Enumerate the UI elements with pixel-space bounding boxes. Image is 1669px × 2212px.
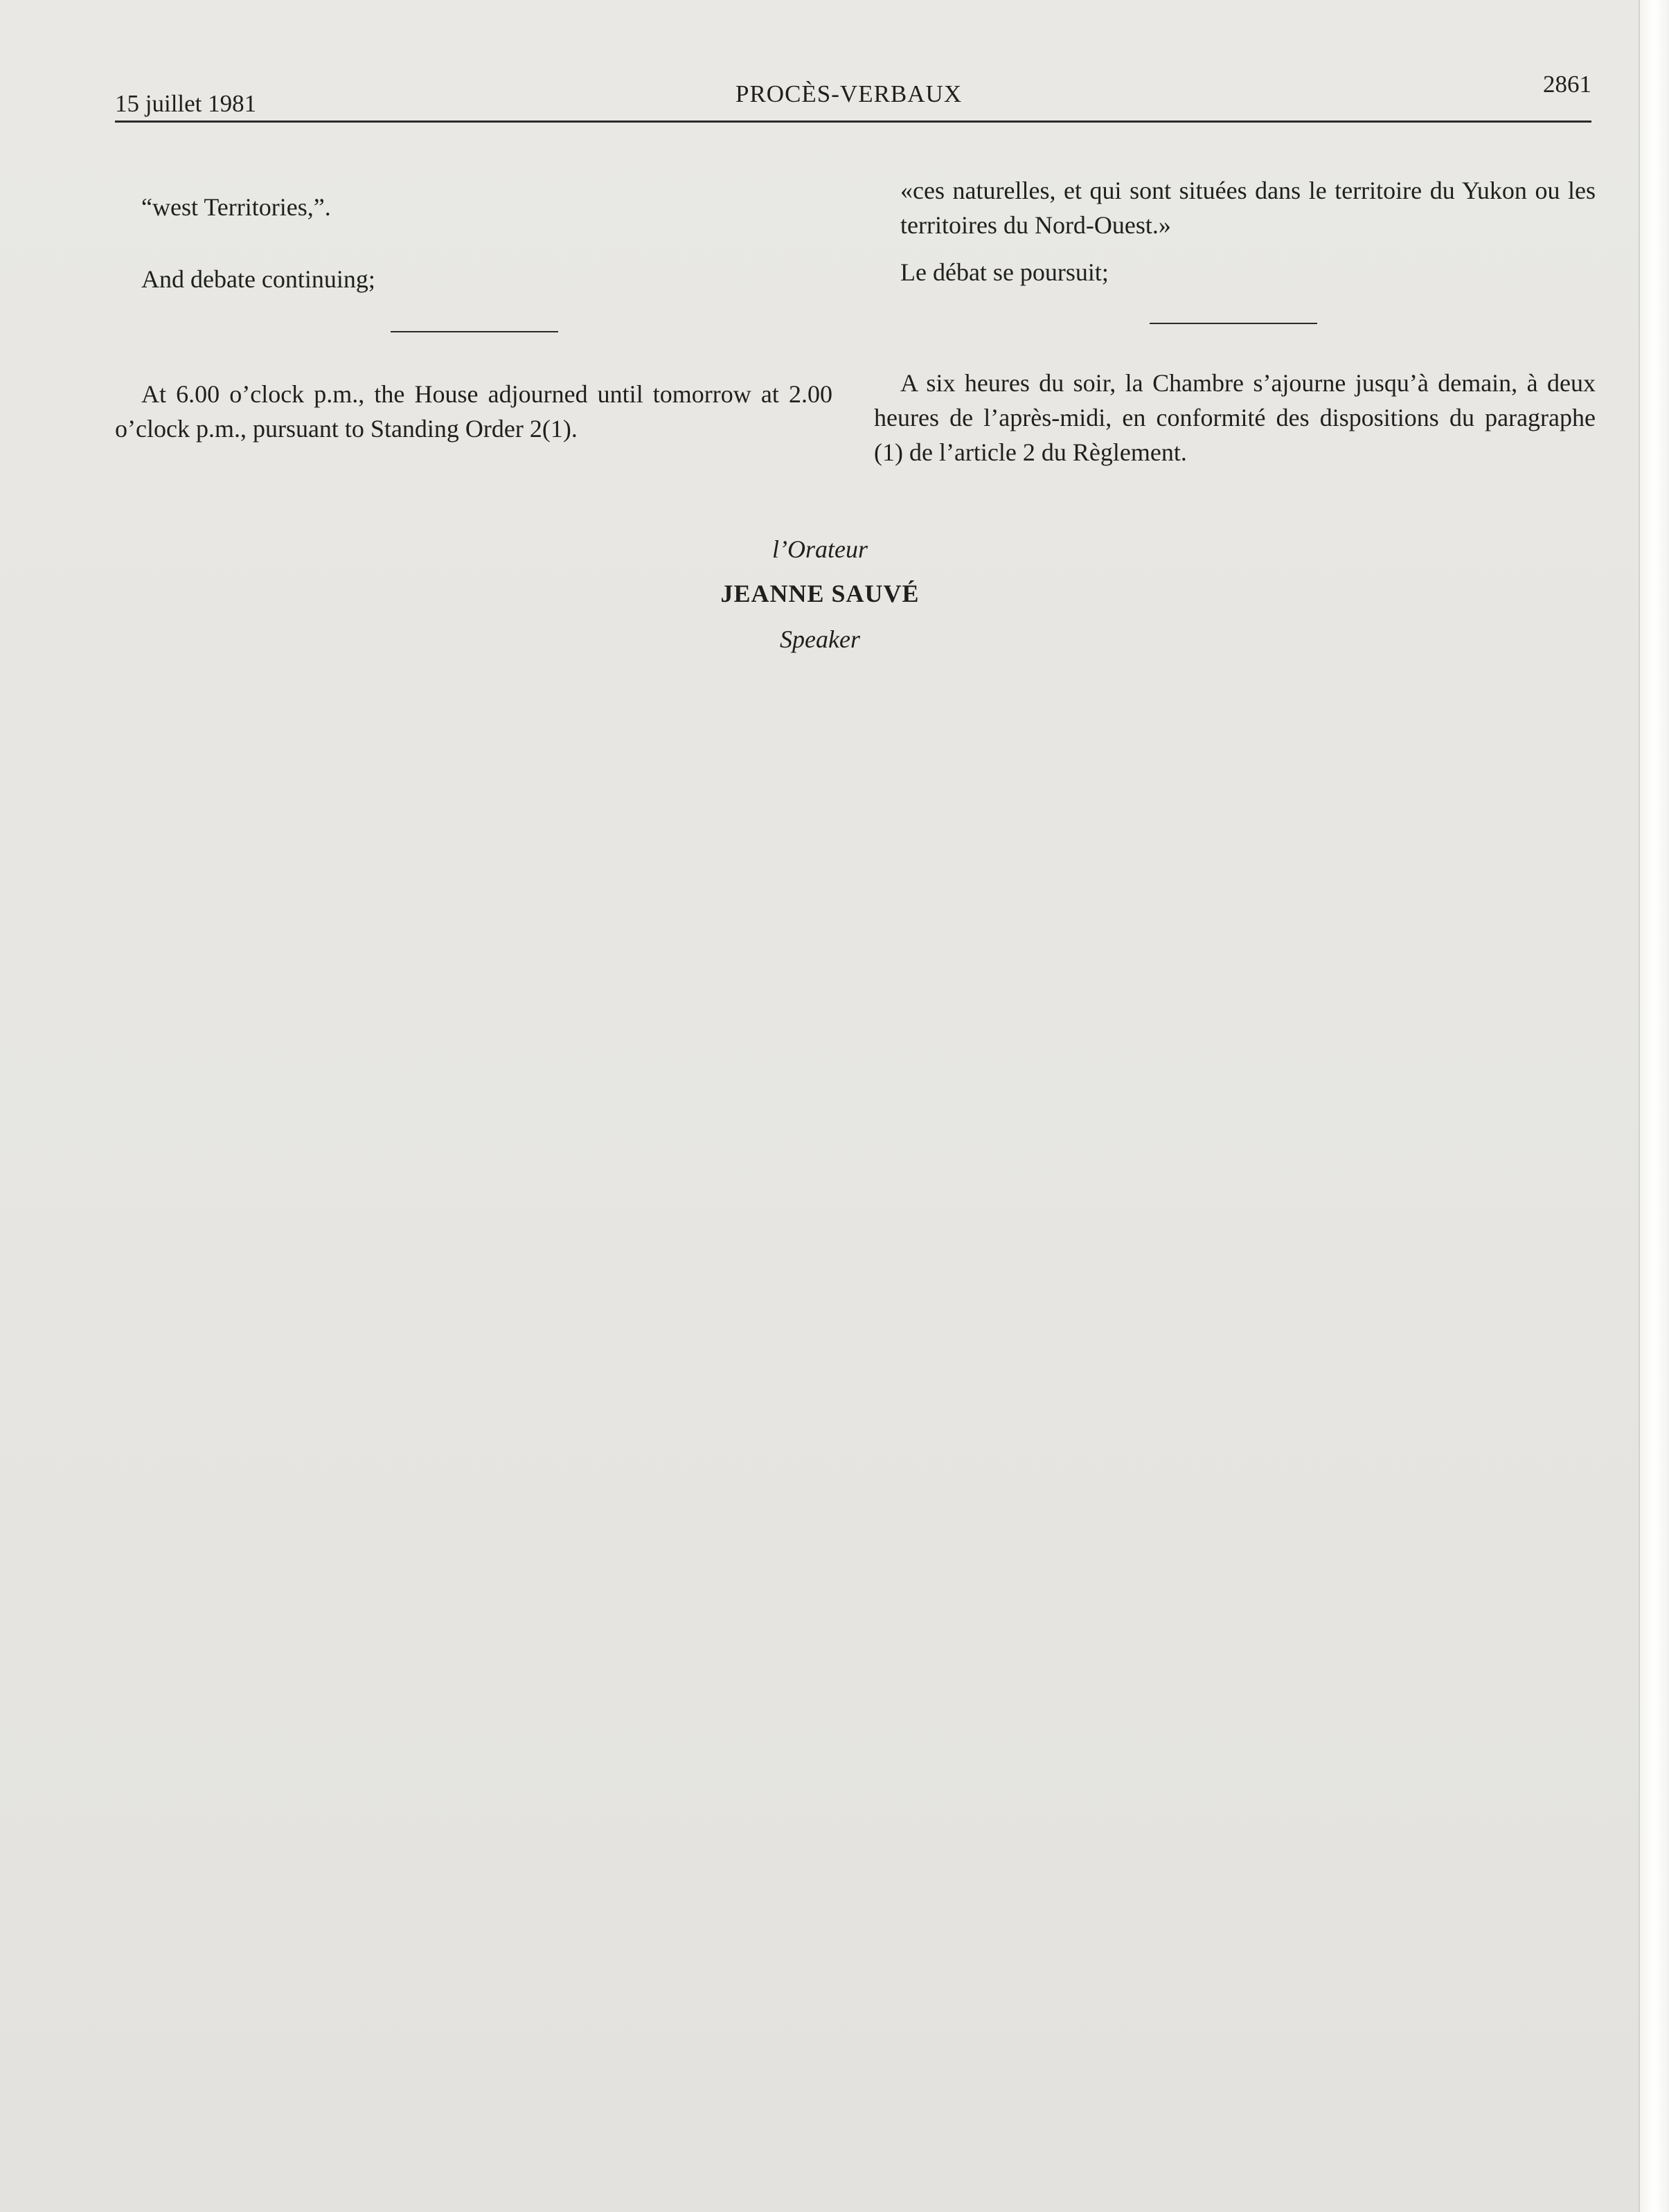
page-number: 2861: [1543, 71, 1591, 98]
french-section-rule: [1150, 323, 1317, 324]
speaker-name: JEANNE SAUVÉ: [720, 580, 920, 607]
english-section-rule: [391, 331, 558, 332]
header-date: 15 juillet 1981: [115, 90, 257, 117]
french-debate-continuing: Le débat se poursuit;: [900, 258, 1109, 286]
running-head: [115, 71, 1591, 129]
english-quote-end: “west Territories,”.: [141, 193, 331, 221]
speaker-title-french: l’Orateur: [772, 535, 868, 563]
english-debate-continuing: And debate continuing;: [141, 265, 375, 293]
header-rule: [115, 121, 1591, 123]
french-quote-end: «ces naturelles, et qui sont situées dans le territoire du Yukon ou les territoires du Nord-Ouest.»: [900, 177, 1596, 239]
french-adjournment: A six heures du soir, la Chambre s’ajourne jusqu’à demain, à deux heures de l’après-midi, en conformité des dispositions du paragraphe (1) de l’article 2 du Règlement.: [874, 369, 1596, 466]
page-edge: [1639, 0, 1669, 2212]
header-title: PROCÈS-VERBAUX: [735, 80, 963, 107]
english-adjournment: At 6.00 o’clock p.m., the House adjourned until tomorrow at 2.00 o’clock p.m., pursuant to Standing Order 2(1).: [115, 380, 832, 443]
speaker-title-english: Speaker: [780, 625, 860, 653]
